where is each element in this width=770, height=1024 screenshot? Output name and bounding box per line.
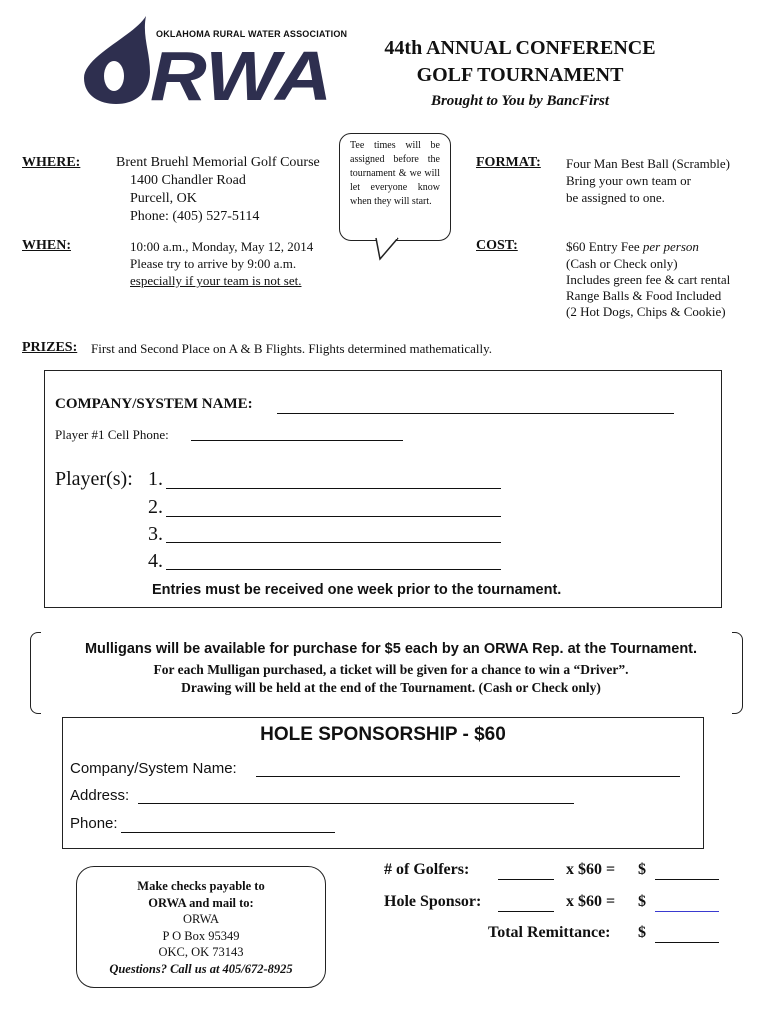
mulligan-line-3: Drawing will be held at the end of the Tournament. (Cash or Check only): [181, 680, 601, 695]
total-currency: $: [638, 924, 646, 941]
where-label: WHERE:: [22, 155, 81, 170]
golfers-count-field[interactable]: [498, 879, 554, 880]
player-number-4: 4.: [148, 550, 163, 572]
cost-line-5: (2 Hot Dogs, Chips & Cookie): [566, 304, 726, 319]
players-label: Player(s):: [55, 468, 133, 490]
title-golf-tournament: GOLF TOURNAMENT: [416, 64, 624, 86]
title-sponsor: Brought to You by BancFirst: [430, 93, 610, 109]
sponsor-total-field[interactable]: [655, 911, 719, 912]
where-line-3: Purcell, OK: [130, 191, 197, 206]
format-line-2: Bring your own team or: [566, 173, 691, 188]
logo-org-name: OKLAHOMA RURAL WATER ASSOCIATION: [156, 29, 348, 39]
when-label: WHEN:: [22, 238, 71, 253]
title-conference: 44th ANNUAL CONFERENCE: [384, 37, 656, 59]
sponsor-price: x $60 =: [566, 893, 616, 910]
cost-line-1: [566, 238, 699, 255]
where-line-2: 1400 Chandler Road: [130, 173, 246, 188]
player-1-field[interactable]: [166, 488, 501, 489]
bubble-text: Tee times will be assigned before the tournament & we will let everyone know when they will start.: [350, 140, 440, 207]
player-2-field[interactable]: [166, 516, 501, 517]
total-remittance-label: Total Remittance:: [488, 924, 611, 941]
player-number-2: 2.: [148, 496, 163, 518]
cost-line-2: (Cash or Check only): [566, 256, 678, 271]
tee-time-bubble: [339, 133, 451, 241]
prizes-text: First and Second Place on A & B Flights. Flights determined mathematically.: [91, 341, 493, 356]
bubble-tail: [374, 237, 404, 261]
entries-note: Entries must be received one week prior to the tournament.: [152, 582, 562, 598]
format-line-3: be assigned to one.: [566, 190, 665, 205]
mulligan-line-2: For each Mulligan purchased, a ticket will be given for a chance to win a “Driver”.: [153, 662, 629, 677]
golfers-total-field[interactable]: [655, 879, 719, 880]
format-line-1: Four Man Best Ball (Scramble): [566, 156, 730, 171]
sponsor-phone-label: Phone:: [70, 815, 118, 832]
orwa-logo: [76, 12, 338, 104]
golfers-price: x $60 =: [566, 861, 616, 878]
mail-line-1: Make checks payable to: [137, 879, 265, 893]
mulligan-line-1: Mulligans will be available for purchase for $5 each by an ORWA Rep. at the Tournament.: [84, 641, 698, 657]
format-label: FORMAT:: [476, 155, 541, 170]
sponsor-phone-field[interactable]: [121, 832, 335, 833]
when-line-2: Please try to arrive by 9:00 a.m.: [130, 256, 297, 271]
player-number-1: 1.: [148, 468, 163, 490]
player-number-3: 3.: [148, 523, 163, 545]
sponsor-count-field[interactable]: [498, 911, 554, 912]
sponsor-company-field[interactable]: [256, 776, 680, 777]
sponsor-company-label: Company/System Name:: [70, 760, 237, 777]
company-name-field[interactable]: [277, 413, 674, 414]
cost-line-4: Range Balls & Food Included: [566, 288, 722, 303]
mail-line-3: ORWA: [182, 912, 220, 926]
sponsor-address-label: Address:: [70, 787, 130, 804]
sponsor-currency: $: [638, 893, 646, 910]
prizes-label: PRIZES:: [22, 340, 78, 355]
sponsor-address-field[interactable]: [138, 803, 574, 804]
sponsorship-title: HOLE SPONSORSHIP - $60: [260, 724, 506, 745]
mulligan-bracket-left: [30, 632, 41, 714]
mail-line-5: OKC, OK 73143: [158, 945, 244, 959]
mail-line-6: Questions? Call us at 405/672-8925: [109, 962, 293, 976]
cost-line-3: Includes green fee & cart rental: [566, 272, 731, 287]
where-line-1: Brent Bruehl Memorial Golf Course: [116, 155, 320, 170]
when-line-3: especially if your team is not set.: [130, 273, 302, 288]
logo-letters: RWA: [150, 37, 332, 104]
cost-per-person: per person: [642, 239, 699, 254]
sponsor-label: Hole Sponsor:: [384, 893, 482, 910]
golfers-currency: $: [638, 861, 646, 878]
cell-phone-label: Player #1 Cell Phone:: [55, 427, 169, 442]
player-4-field[interactable]: [166, 569, 501, 570]
cost-label: COST:: [476, 238, 518, 253]
where-line-4: Phone: (405) 527-5114: [130, 209, 260, 224]
player-3-field[interactable]: [166, 542, 501, 543]
cell-phone-field[interactable]: [191, 440, 403, 441]
when-line-1: 10:00 a.m., Monday, May 12, 2014: [130, 239, 314, 254]
water-drop-icon: [84, 16, 150, 104]
mailing-info-box: [76, 866, 326, 988]
cost-fee: $60 Entry Fee: [566, 239, 643, 254]
company-name-label: COMPANY/SYSTEM NAME:: [55, 396, 253, 412]
mail-line-2: ORWA and mail to:: [148, 896, 254, 910]
golfers-label: # of Golfers:: [384, 861, 470, 878]
mail-line-4: P O Box 95349: [162, 929, 240, 943]
total-remittance-field[interactable]: [655, 942, 719, 943]
